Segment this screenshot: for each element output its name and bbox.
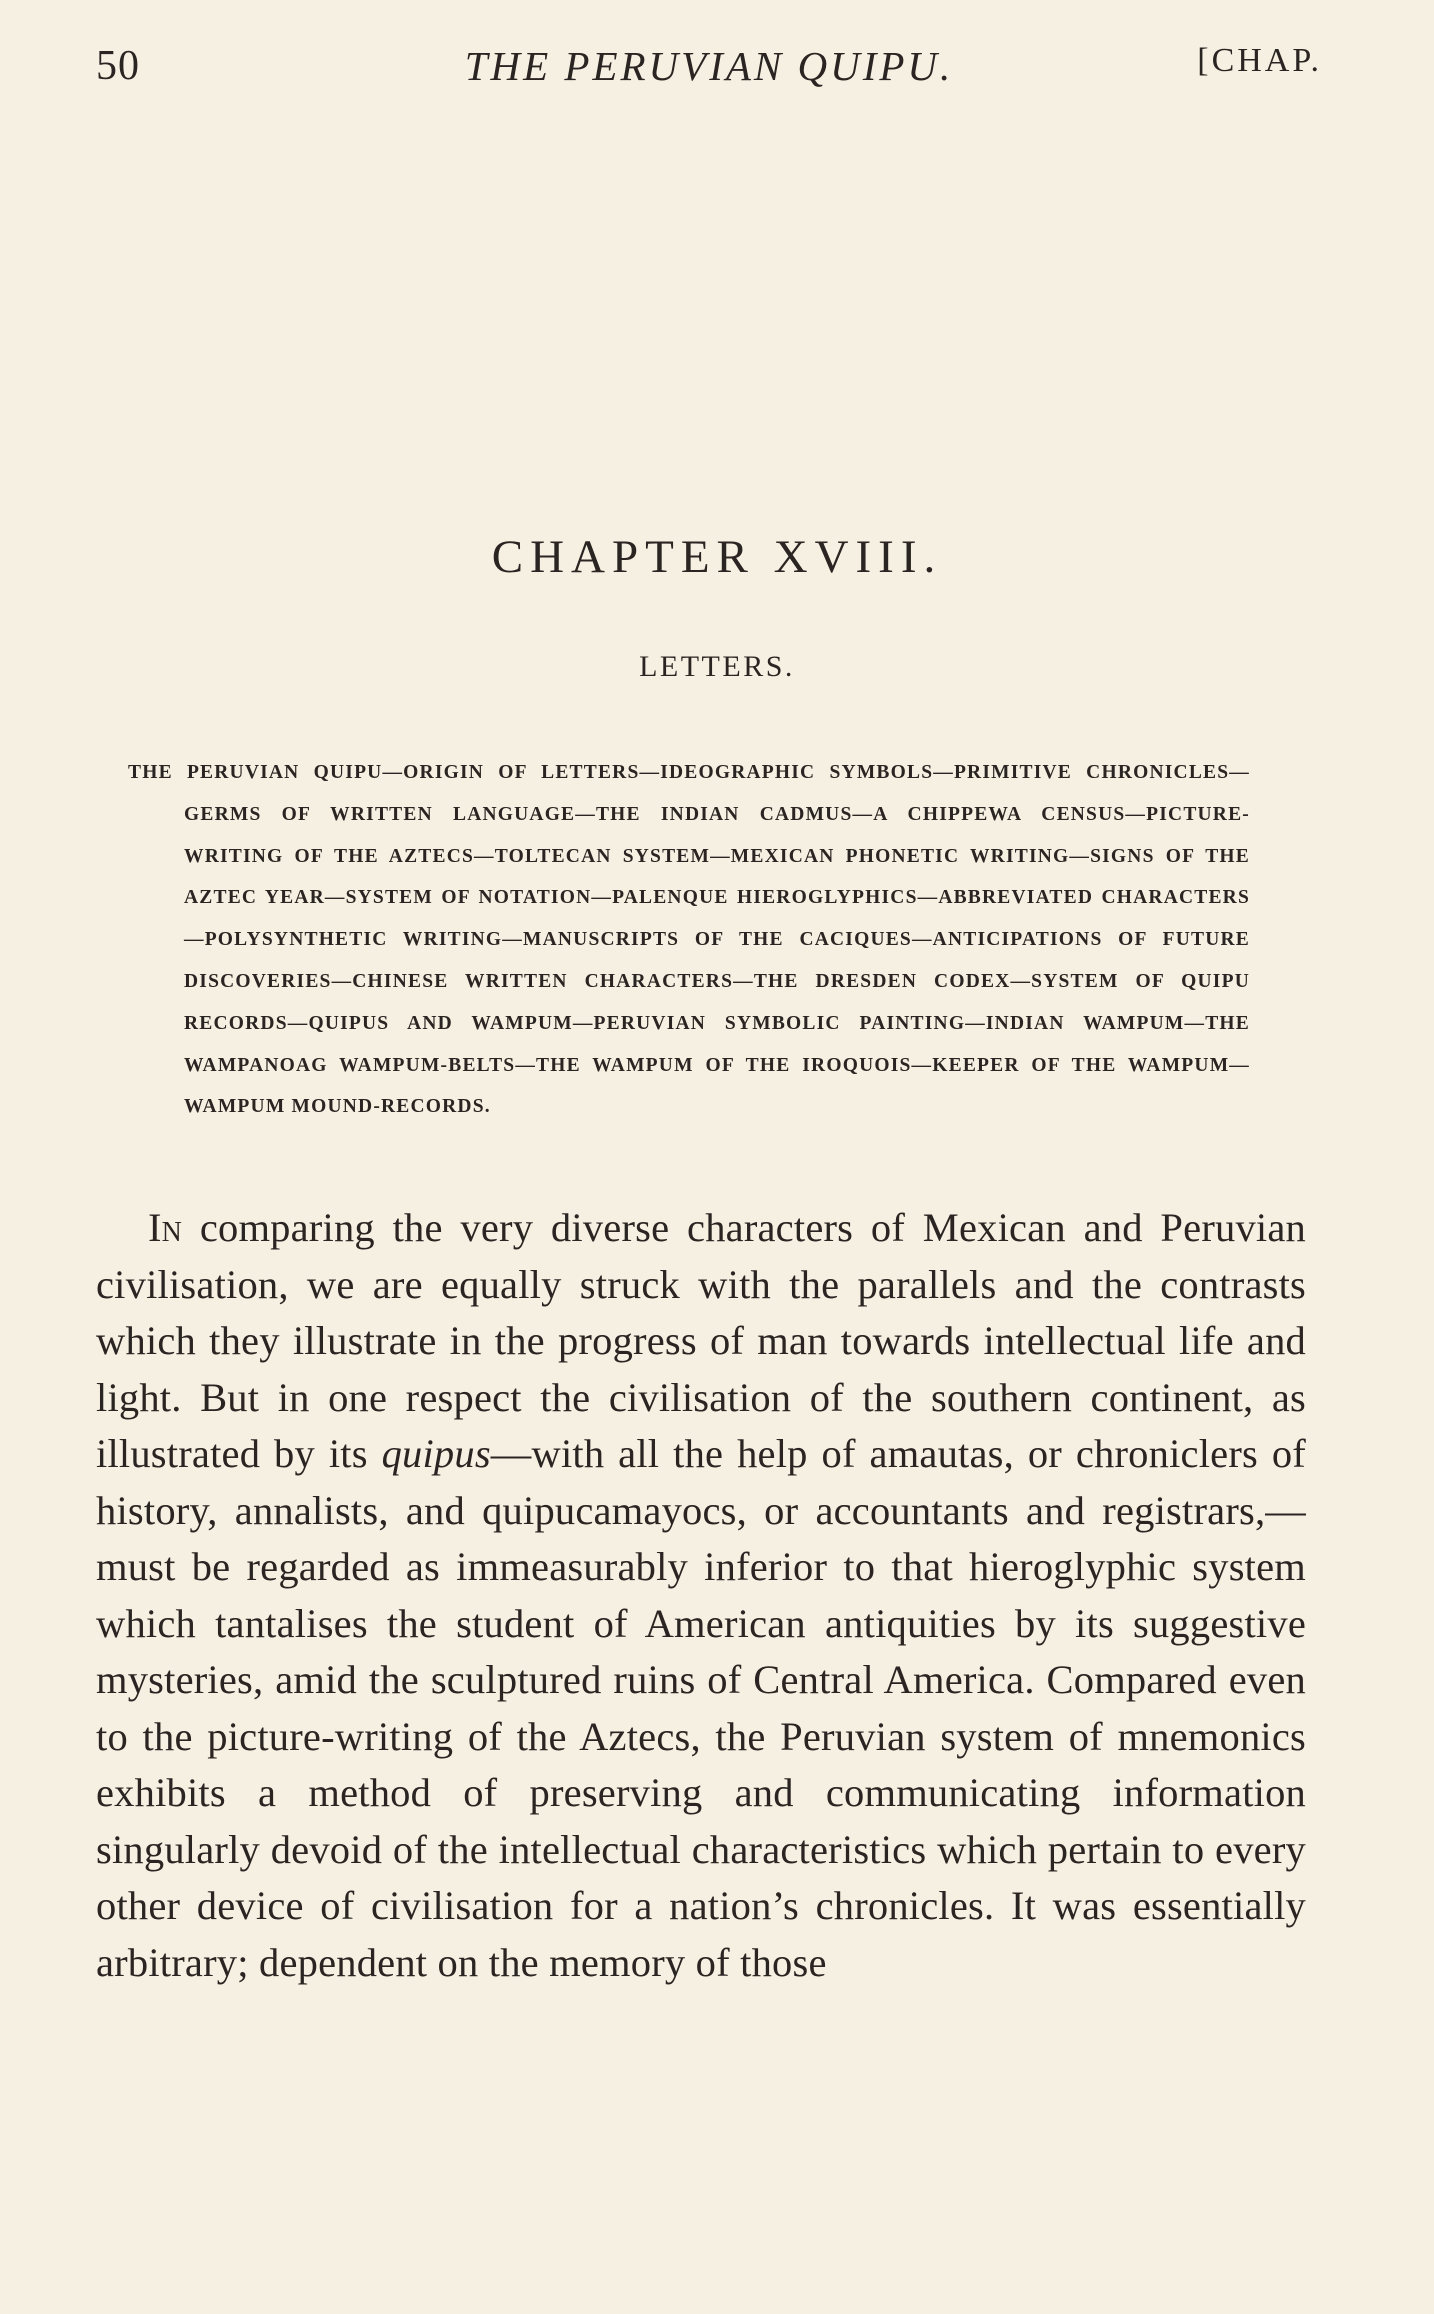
chapter-synopsis bbox=[128, 752, 1250, 1128]
page-number: 50 bbox=[96, 43, 140, 89]
body-paragraph bbox=[96, 1200, 1306, 1991]
chapter-heading: CHAPTER XVIII. bbox=[491, 531, 943, 583]
synopsis-text: THE PERUVIAN QUIPU—ORIGIN OF LETTERS—IDEOGRAPHIC SYMBOLS—PRIMITIVE CHRONICLES—GERMS OF WRITTEN LANGUAGE—THE INDIAN CADMUS—A CHIPPEWA CENSUS—PICTURE-WRITING OF THE AZTECS—TOLTECAN SYSTEM—MEXICAN PHONETIC WRITING—SIGNS OF THE AZTEC YEAR—SYSTEM OF NOTATION—PALENQUE HIEROGLYPHICS—ABBREVIATED CHARACTERS—POLYSYNTHETIC WRITING—MANUSCRIPTS OF THE CACIQUES—ANTICIPATIONS OF FUTURE DISCOVERIES—CHINESE WRITTEN CHARACTERS—THE DRESDEN CODEX—SYSTEM OF QUIPU RECORDS—QUIPUS AND WAMPUM—PERUVIAN SYMBOLIC PAINTING—INDIAN WAMPUM—THE WAMPANOAG WAMPUM-BELTS—THE WAMPUM OF THE IROQUOIS—KEEPER OF THE WAMPUM—WAMPUM MOUND-RECORDS. bbox=[128, 762, 1250, 1118]
body-text-part-1: comparing the very diverse characters of Mexican and Peruvian civilisation, we are equally struck with the parallels and the contrasts which they illustrate in the progress of man towards intellectual life and light. But in one respect the civilisation of the southern continent, as illustrated by its bbox=[96, 1205, 1306, 1476]
body-text-part-2: —with all the help of amautas, or chroniclers of history, annalists, and quipucamayocs, or accountants and registrars,—must be regarded as immeasurably inferior to that hieroglyphic system which tantalises the student of American antiquities by its suggestive mysteries, amid the sculptured ruins of Central America. Compared even to the picture-writing of the Aztecs, the Peruvian system of mnemonics exhibits a method of preserving and communicating information singularly devoid of the intellectual characteristics which pertain to every other device of civilisation for a nation’s chronicles. It was essentially arbitrary; dependent on the memory of those bbox=[96, 1431, 1306, 1985]
running-head bbox=[96, 42, 1322, 102]
italic-term: quipus bbox=[381, 1431, 491, 1476]
lead-word: In bbox=[148, 1205, 183, 1250]
chapter-marker: [CHAP. bbox=[1197, 42, 1322, 79]
running-title: THE PERUVIAN QUIPU. bbox=[464, 43, 954, 89]
chapter-subtitle: LETTERS. bbox=[639, 650, 795, 683]
